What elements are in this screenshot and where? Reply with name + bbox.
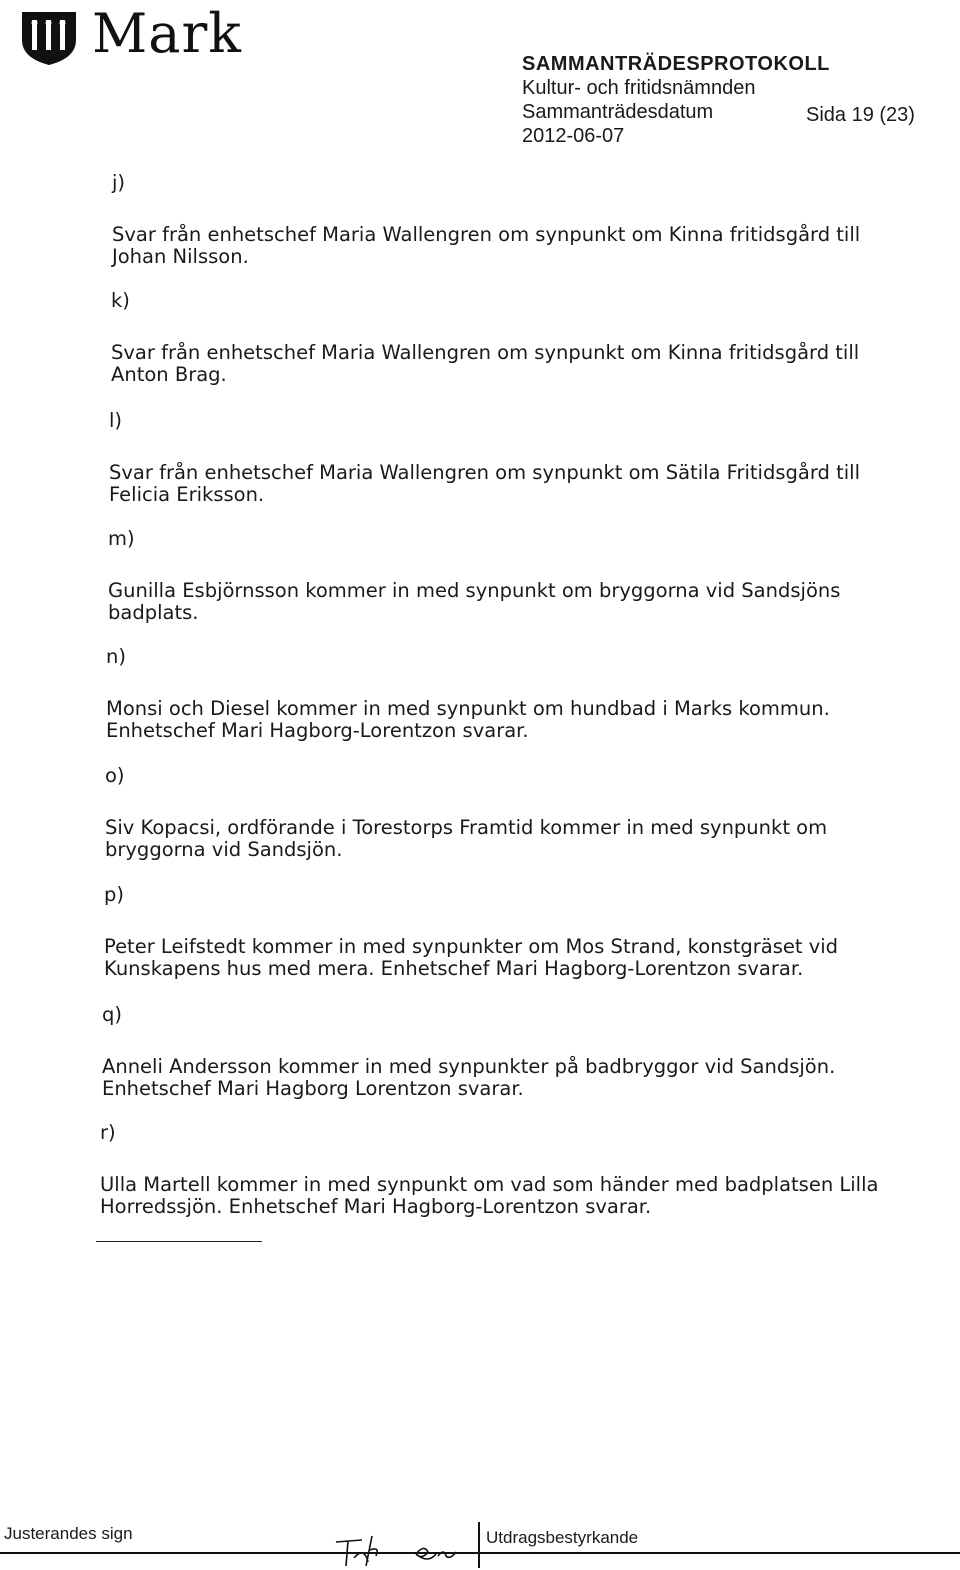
committee-name: Kultur- och fritidsnämnden [522,77,756,99]
document-header [522,52,915,148]
item-text: Monsi och Diesel kommer in med synpunkt om hundbad i Marks kommun. Enhetschef Mari Hagborg-Lorentzon svarar. [106,697,830,742]
date-label: Sammanträdesdatum [522,101,714,123]
item-letter: p) [104,883,124,906]
item-text: Anneli Andersson kommer in med synpunkter på badbryggor vid Sandsjön. Enhetschef Mari Hagborg Lorentzon svarar. [102,1055,836,1100]
item-letter: r) [100,1121,116,1144]
meeting-date: 2012-06-07 [522,125,625,147]
item-letter: l) [109,409,123,432]
item-letter: m) [108,527,135,550]
handwritten-signature [332,1522,472,1570]
item-text: Ulla Martell kommer in med synpunkt om vad som händer med badplatsen Lilla Horredssjön. Enhetschef Mari Hagborg-Lorentzon svarar. [100,1173,879,1218]
footer-divider [478,1522,480,1568]
item-letter: o) [105,764,125,787]
page-number: Sida 19 (23) [806,104,915,126]
coat-of-arms-icon [18,10,80,66]
item-text: Svar från enhetschef Maria Wallengren om synpunkt om Sätila Fritidsgård till Felicia Eriksson. [109,461,860,506]
item-text: Peter Leifstedt kommer in med synpunkter om Mos Strand, konstgräset vid Kunskapens hus med mera. Enhetschef Mari Hagborg-Lorentzon svarar. [104,935,839,980]
item-text: Siv Kopacsi, ordförande i Torestorps Framtid kommer in med synpunkt om bryggorna vid Sandsjön. [105,816,828,861]
item-text: Svar från enhetschef Maria Wallengren om synpunkt om Kinna fritidsgård till Johan Nilsson. [112,223,861,268]
adjusters-sign-label: Justerandes sign [4,1524,133,1543]
protocol-title: SAMMANTRÄDESPROTOKOLL [522,53,830,75]
item-letter: j) [112,171,126,194]
logo-wordmark: Mark [92,2,243,65]
item-text: Svar från enhetschef Maria Wallengren om synpunkt om Kinna fritidsgård till Anton Brag. [111,341,860,386]
item-text: Gunilla Esbjörnsson kommer in med synpunkt om bryggorna vid Sandsjöns badplats. [108,579,841,624]
item-letter: k) [111,289,130,312]
signature-footer [0,1518,960,1570]
item-letter: n) [106,645,126,668]
section-end-rule [96,1241,262,1242]
extract-certification-label: Utdragsbestyrkande [486,1528,639,1547]
footer-rule [0,1552,960,1554]
item-letter: q) [102,1003,122,1026]
